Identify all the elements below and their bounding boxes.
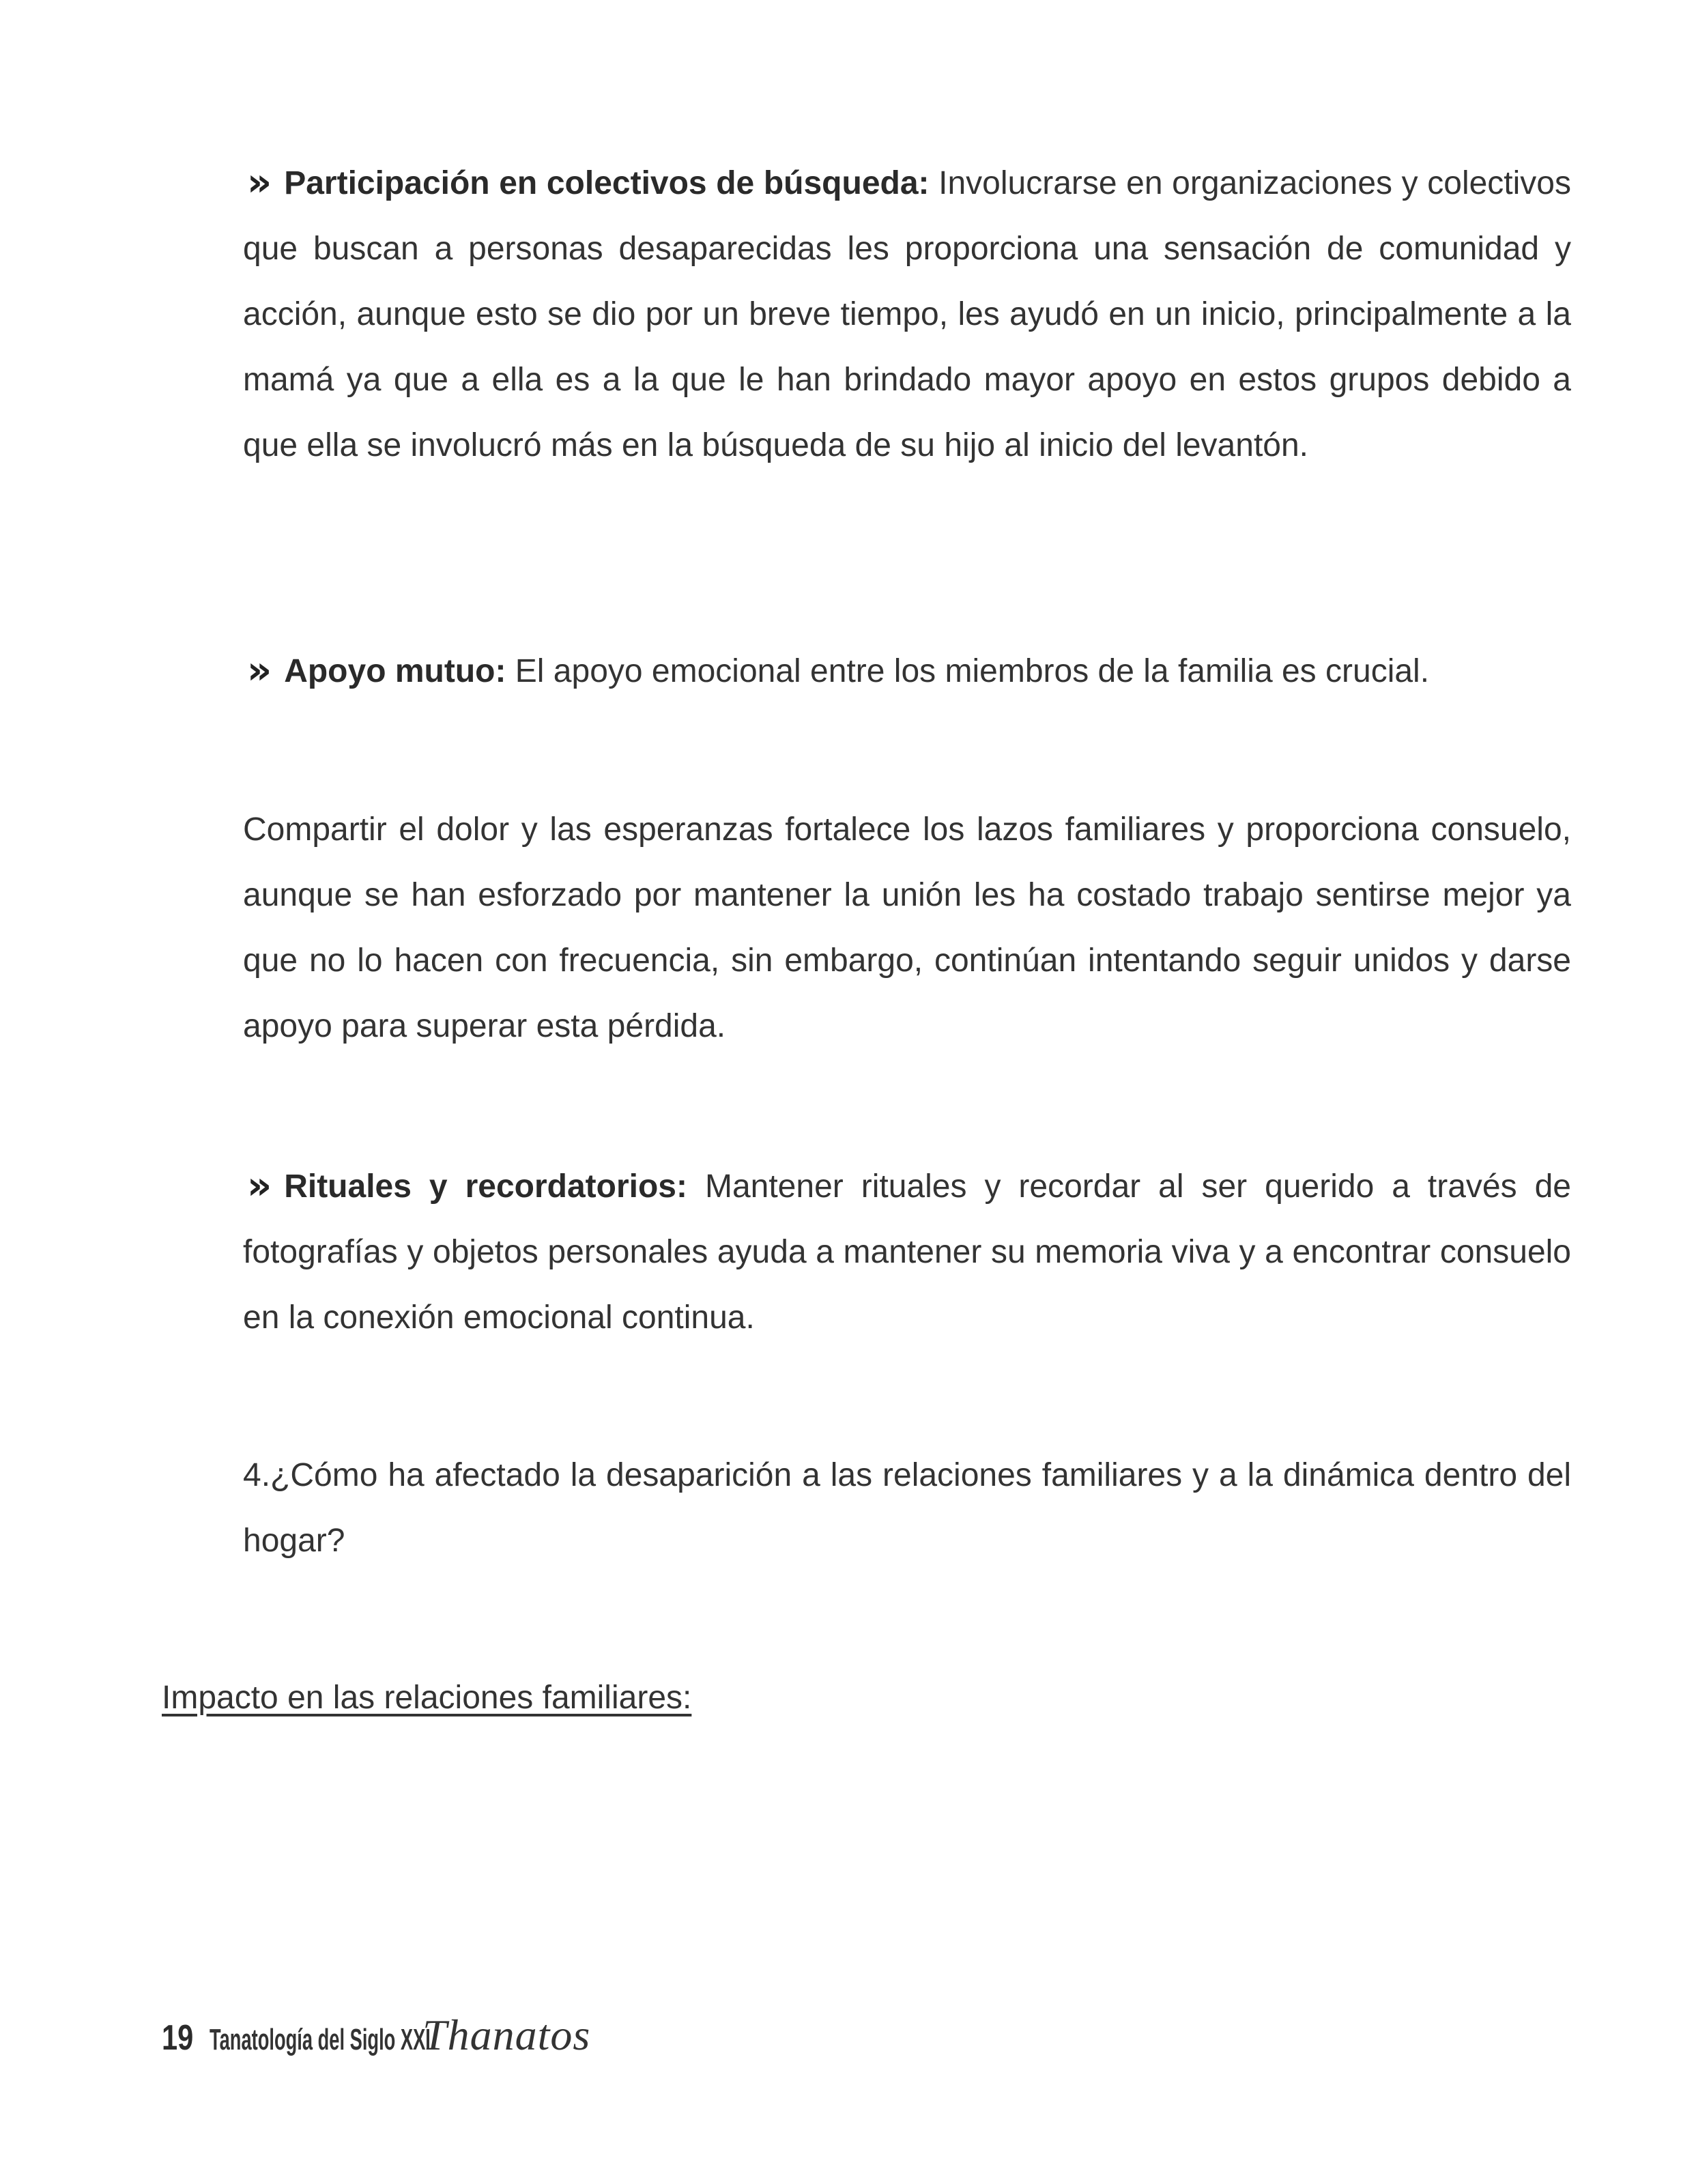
page-number: 19	[162, 2018, 194, 2058]
bullet-item-apoyo-mutuo	[243, 638, 1571, 704]
bullet-text: El apoyo emocional entre los miembros de la familia es crucial.	[506, 653, 1430, 689]
bullet-item-rituales	[243, 1153, 1571, 1351]
bullet-term: Rituales y recordatorios:	[284, 1168, 687, 1205]
publication-title: Tanatología del Siglo XXI	[210, 2023, 431, 2056]
bullet-text: Mantener rituales y recordar al ser querido a través de fotografías y objetos personales ayuda a mantener su memoria viva y a encontrar consuelo en la conexión emocional continua.	[243, 1168, 1571, 1336]
bullet-term: Apoyo mutuo:	[284, 653, 506, 689]
question-paragraph: 4.¿Cómo ha afectado la desaparición a las relaciones familiares y a la dinámica dentro del hogar?	[243, 1457, 1571, 1559]
double-chevron-right-icon: »	[247, 1164, 265, 1208]
bullet-item-participacion	[243, 150, 1571, 478]
double-chevron-right-icon: »	[247, 160, 265, 205]
bullet-text: Involucrarse en organizaciones y colectivos que buscan a personas desaparecidas les proporciona una sensación de comunidad y acción, aunque esto se dio por un breve tiempo, les ayudó en un inicio, principalmente a la mamá ya que a ella es a la que le han brindado mayor apoyo en estos grupos debido a que ella se involucró más en la búsqueda de su hijo al inicio del levantón.	[243, 165, 1572, 463]
section-heading: Impacto en las relaciones familiares:	[162, 1680, 692, 1716]
bullet-term: Participación en colectivos de búsqueda:	[284, 165, 930, 201]
thanatos-logo: Thanatos	[422, 2011, 591, 2059]
page-footer	[162, 2010, 590, 2065]
body-paragraph: Compartir el dolor y las esperanzas fortalece los lazos familiares y proporciona consuelo, aunque se han esforzado por mantener la unión les ha costado trabajo sentirse mejor ya que no lo hacen con frecuencia, sin embargo, continúan intentando seguir unidos y darse apoyo para superar esta pérdida.	[243, 811, 1571, 1044]
double-chevron-right-icon: »	[247, 648, 265, 693]
